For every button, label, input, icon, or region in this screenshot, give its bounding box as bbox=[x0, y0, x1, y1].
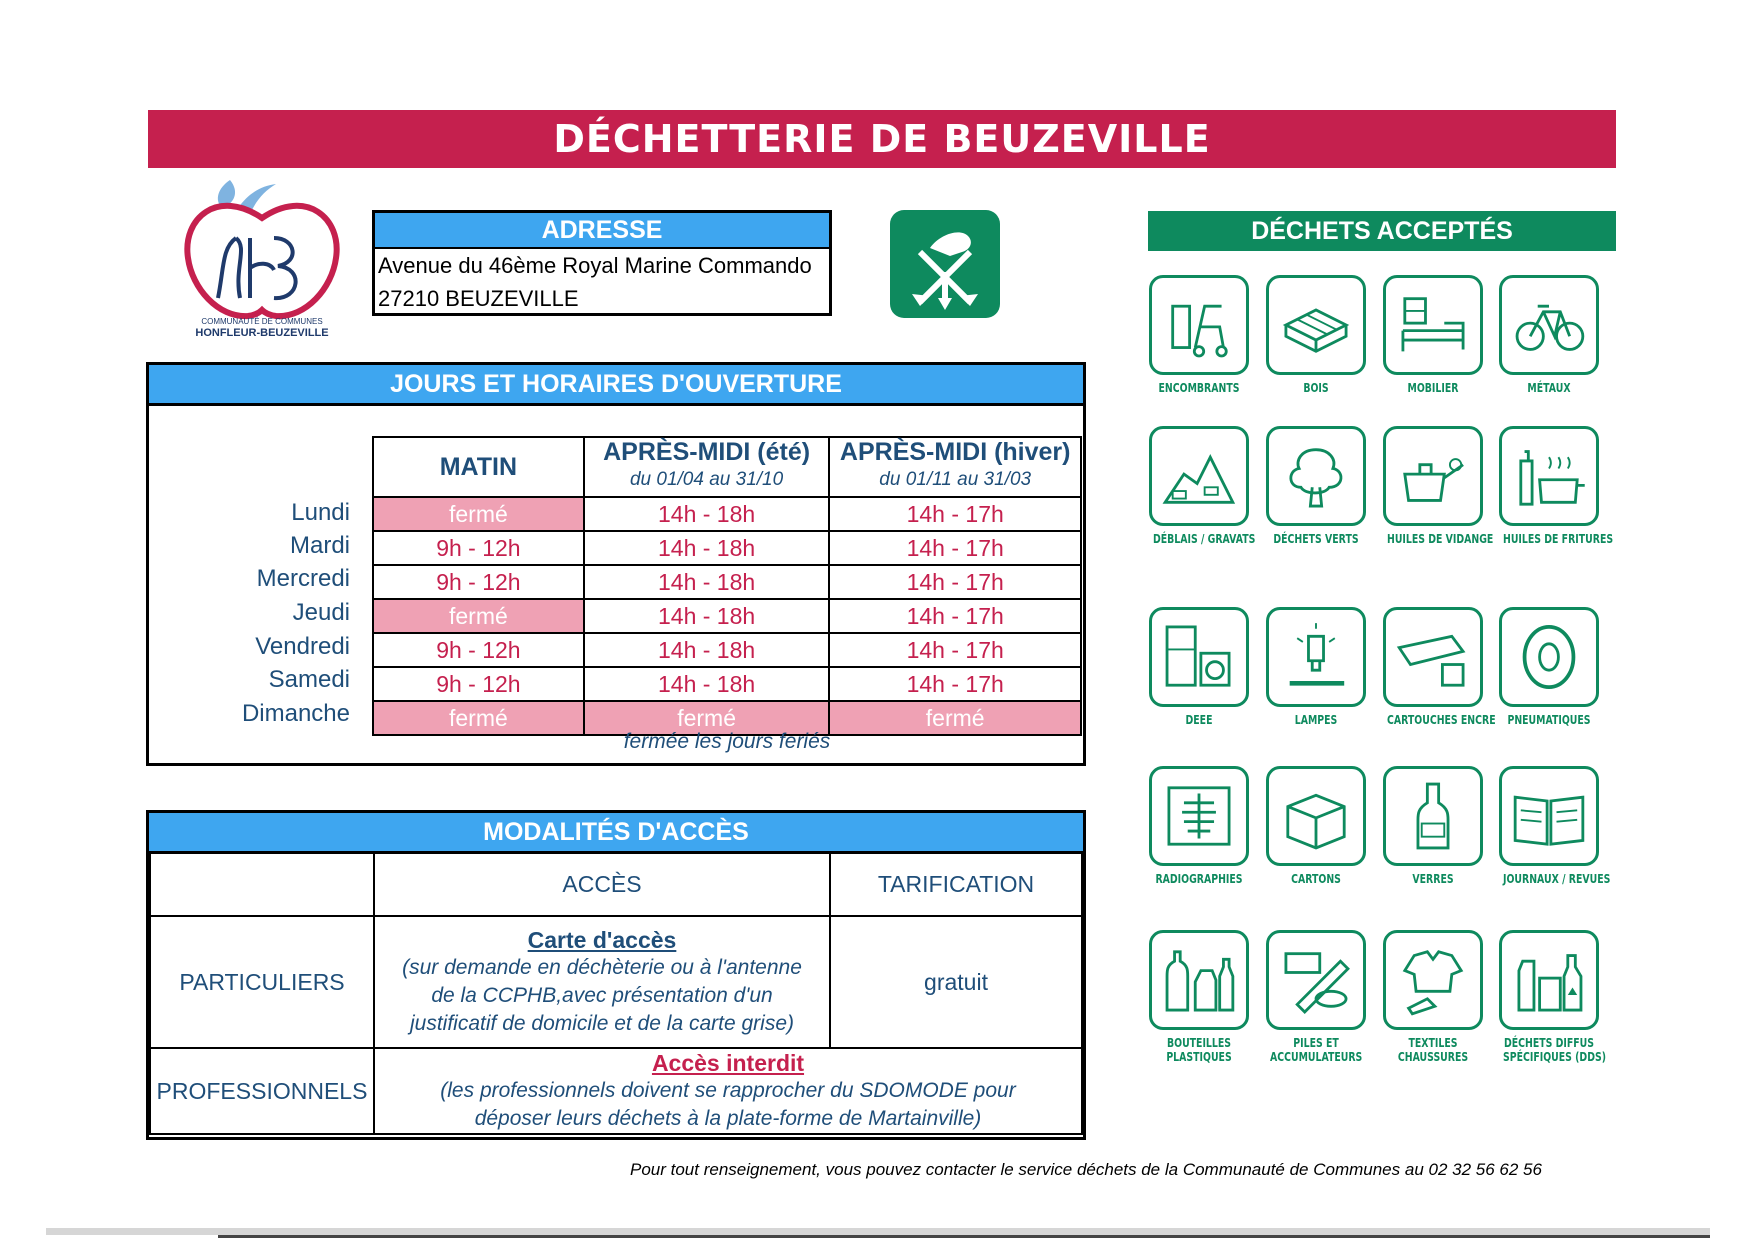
oil-can-icon bbox=[1383, 426, 1483, 526]
accepted-waste-label-line2: CHAUSSURES bbox=[1397, 1050, 1469, 1064]
battery-icon bbox=[1266, 930, 1366, 1030]
address-line2: 27210 BEUZEVILLE bbox=[378, 286, 579, 311]
forbidden-line1: (les professionnels doivent se rapprocher du SDOMODE pour bbox=[440, 1078, 1016, 1102]
furniture-icon bbox=[1383, 275, 1483, 375]
accepted-waste-label: PNEUMATIQUES bbox=[1507, 713, 1591, 727]
private-pricing-cell: gratuit bbox=[830, 916, 1082, 1048]
accepted-waste-label: PILES ET bbox=[1293, 1036, 1339, 1050]
access-card-line2: de la CCPHB,avec présentation d'un bbox=[431, 983, 773, 1007]
access-card-line3: justificatif de domicile et de la carte grise) bbox=[410, 1011, 794, 1035]
accepted-waste-label: HUILES DE FRITURES bbox=[1502, 532, 1614, 546]
day-label: Mardi bbox=[289, 532, 350, 559]
accepted-waste-label: HUILES DE VIDANGE bbox=[1386, 532, 1494, 546]
pro-access-cell bbox=[374, 1048, 1082, 1134]
accepted-waste-label: CARTOUCHES ENCRE bbox=[1386, 713, 1496, 727]
lamp-icon bbox=[1266, 607, 1366, 707]
accepted-waste-label: JOURNAUX / REVUES bbox=[1502, 872, 1611, 886]
day-label: Vendredi bbox=[255, 633, 350, 660]
accepted-waste-label: MOBILIER bbox=[1407, 381, 1459, 395]
textiles-icon bbox=[1383, 930, 1483, 1030]
accepted-waste-item bbox=[1140, 275, 1258, 395]
day-label: Dimanche bbox=[241, 700, 350, 727]
accepted-waste-label: DÉCHETS VERTS bbox=[1273, 532, 1359, 546]
hours-cell: fermé bbox=[373, 701, 584, 735]
holiday-note: fermée les jours feriés bbox=[623, 730, 831, 753]
day-label: Lundi bbox=[291, 499, 350, 526]
hours-cell: fermé bbox=[584, 701, 830, 735]
hours-cell: 9h - 12h bbox=[373, 633, 584, 667]
access-table bbox=[149, 851, 1083, 1135]
column-header-morning: MATIN bbox=[373, 437, 584, 497]
plastic-bottles-icon bbox=[1149, 930, 1249, 1030]
accepted-waste-item bbox=[1374, 930, 1492, 1064]
address-header: ADRESSE bbox=[375, 213, 829, 249]
accepted-waste-item bbox=[1257, 766, 1375, 886]
column-header-pricing: TARIFICATION bbox=[830, 852, 1082, 916]
accepted-waste-label: DÉCHETS DIFFUS bbox=[1503, 1036, 1595, 1050]
hours-table bbox=[372, 436, 1082, 736]
accepted-waste-item bbox=[1257, 426, 1375, 546]
page-title: DÉCHETTERIE DE BEUZEVILLE bbox=[148, 110, 1616, 168]
forbidden-line2: déposer leurs déchets à la plate-forme de Martainville) bbox=[474, 1106, 982, 1130]
accepted-waste-label-line2: SPÉCIFIQUES (DDS) bbox=[1502, 1050, 1607, 1064]
frying-oil-icon bbox=[1499, 426, 1599, 526]
access-header: MODALITÉS D'ACCÈS bbox=[149, 813, 1083, 854]
accepted-waste-label: BOIS bbox=[1303, 381, 1329, 395]
hours-cell: 14h - 17h bbox=[829, 633, 1081, 667]
accepted-waste-item bbox=[1374, 426, 1492, 546]
accepted-waste-label: LAMPES bbox=[1294, 713, 1338, 727]
accepted-waste-header: DÉCHETS ACCEPTÉS bbox=[1148, 211, 1616, 251]
accepted-waste-label: MÉTAUX bbox=[1527, 381, 1571, 395]
hours-cell: fermé bbox=[829, 701, 1081, 735]
ink-cartridge-icon bbox=[1383, 607, 1483, 707]
accepted-waste-label: BOUTEILLES bbox=[1166, 1036, 1232, 1050]
bulky-waste-icon bbox=[1149, 275, 1249, 375]
community-logo bbox=[178, 178, 346, 340]
rubble-icon bbox=[1149, 426, 1249, 526]
accepted-waste-label: RADIOGRAPHIES bbox=[1155, 872, 1243, 886]
accepted-waste-label: DÉBLAIS / GRAVATS bbox=[1152, 532, 1256, 546]
accepted-waste-item bbox=[1257, 275, 1375, 395]
hours-cell: fermé bbox=[373, 599, 584, 633]
logo-line1: COMMUNAUTÉ DE COMMUNES bbox=[201, 317, 323, 326]
accepted-waste-label: ENCOMBRANTS bbox=[1158, 381, 1240, 395]
drop-off-icon bbox=[890, 210, 1000, 318]
hours-cell: 14h - 17h bbox=[829, 599, 1081, 633]
accepted-waste-label: DEEE bbox=[1185, 713, 1213, 727]
hours-cell: 14h - 17h bbox=[829, 565, 1081, 599]
accepted-waste-item bbox=[1257, 930, 1375, 1064]
hours-cell: 14h - 18h bbox=[584, 599, 830, 633]
empty-header-cell bbox=[150, 852, 374, 916]
hours-cell: 14h - 18h bbox=[584, 497, 830, 531]
accepted-waste-label-line2: ACCUMULATEURS bbox=[1269, 1050, 1363, 1064]
accepted-waste-item bbox=[1490, 766, 1611, 886]
hours-cell: 14h - 17h bbox=[829, 497, 1081, 531]
forbidden-title: Accès interdit bbox=[651, 1049, 805, 1076]
accepted-waste-item bbox=[1257, 607, 1375, 727]
row-label-pro: PROFESSIONNELS bbox=[150, 1048, 374, 1134]
bicycle-icon bbox=[1499, 275, 1599, 375]
day-label: Samedi bbox=[268, 666, 350, 693]
accepted-waste-item bbox=[1490, 275, 1608, 395]
accepted-waste-label-line2: PLASTIQUES bbox=[1166, 1050, 1232, 1064]
cardboard-box-icon bbox=[1266, 766, 1366, 866]
accepted-waste-item bbox=[1490, 930, 1608, 1064]
accepted-waste-item bbox=[1374, 607, 1496, 727]
access-card-title: Carte d'accès bbox=[527, 926, 677, 953]
accepted-waste-item bbox=[1490, 607, 1608, 727]
column-header-winter: APRÈS-MIDI (hiver) du 01/11 au 31/03 bbox=[829, 437, 1081, 497]
access-card-line1: (sur demande en déchèterie ou à l'antenne bbox=[402, 955, 802, 979]
accepted-waste-label: TEXTILES bbox=[1408, 1036, 1458, 1050]
apple-logo-icon bbox=[178, 178, 346, 340]
wood-pallet-icon bbox=[1266, 275, 1366, 375]
logo-line2: HONFLEUR-BEUZEVILLE bbox=[195, 327, 329, 339]
accepted-waste-item bbox=[1140, 607, 1258, 727]
accepted-waste-item bbox=[1140, 766, 1258, 886]
tire-icon bbox=[1499, 607, 1599, 707]
bottom-divider-dark bbox=[218, 1235, 1710, 1238]
accepted-waste-item bbox=[1374, 275, 1492, 395]
accepted-waste-item bbox=[1140, 426, 1258, 546]
accepted-waste-label: VERRES bbox=[1412, 872, 1454, 886]
hours-cell: 14h - 18h bbox=[584, 633, 830, 667]
hours-cell: 9h - 12h bbox=[373, 565, 584, 599]
hours-cell: 14h - 18h bbox=[584, 667, 830, 701]
appliances-icon bbox=[1149, 607, 1249, 707]
hours-cell: fermé bbox=[373, 497, 584, 531]
column-header-access: ACCÈS bbox=[374, 852, 830, 916]
accepted-waste-item bbox=[1374, 766, 1492, 886]
xray-icon bbox=[1149, 766, 1249, 866]
hours-cell: 14h - 17h bbox=[829, 667, 1081, 701]
address-box bbox=[372, 210, 832, 316]
newspaper-icon bbox=[1499, 766, 1599, 866]
tree-icon bbox=[1266, 426, 1366, 526]
hours-header: JOURS ET HORAIRES D'OUVERTURE bbox=[149, 365, 1083, 406]
glass-bottle-icon bbox=[1383, 766, 1483, 866]
hours-cell: 9h - 12h bbox=[373, 667, 584, 701]
accepted-waste-item bbox=[1140, 930, 1258, 1064]
private-access-cell bbox=[374, 916, 830, 1048]
hours-cell: 9h - 12h bbox=[373, 531, 584, 565]
row-label-private: PARTICULIERS bbox=[150, 916, 374, 1048]
hours-cell: 14h - 18h bbox=[584, 565, 830, 599]
hazardous-waste-icon bbox=[1499, 930, 1599, 1030]
bottom-divider bbox=[46, 1228, 1710, 1235]
hours-cell: 14h - 17h bbox=[829, 531, 1081, 565]
accepted-waste-label: CARTONS bbox=[1291, 872, 1341, 886]
hours-cell: 14h - 18h bbox=[584, 531, 830, 565]
accepted-waste-item bbox=[1490, 426, 1614, 546]
day-label: Jeudi bbox=[292, 599, 350, 626]
day-label: Mercredi bbox=[256, 565, 350, 592]
address-line1: Avenue du 46ème Royal Marine Commando bbox=[378, 253, 812, 278]
column-header-summer: APRÈS-MIDI (été) du 01/04 au 31/10 bbox=[584, 437, 830, 497]
footer-contact: Pour tout renseignement, vous pouvez contacter le service déchets de la Communauté de Communes au 02 32 56 62 56 bbox=[630, 1160, 1542, 1179]
